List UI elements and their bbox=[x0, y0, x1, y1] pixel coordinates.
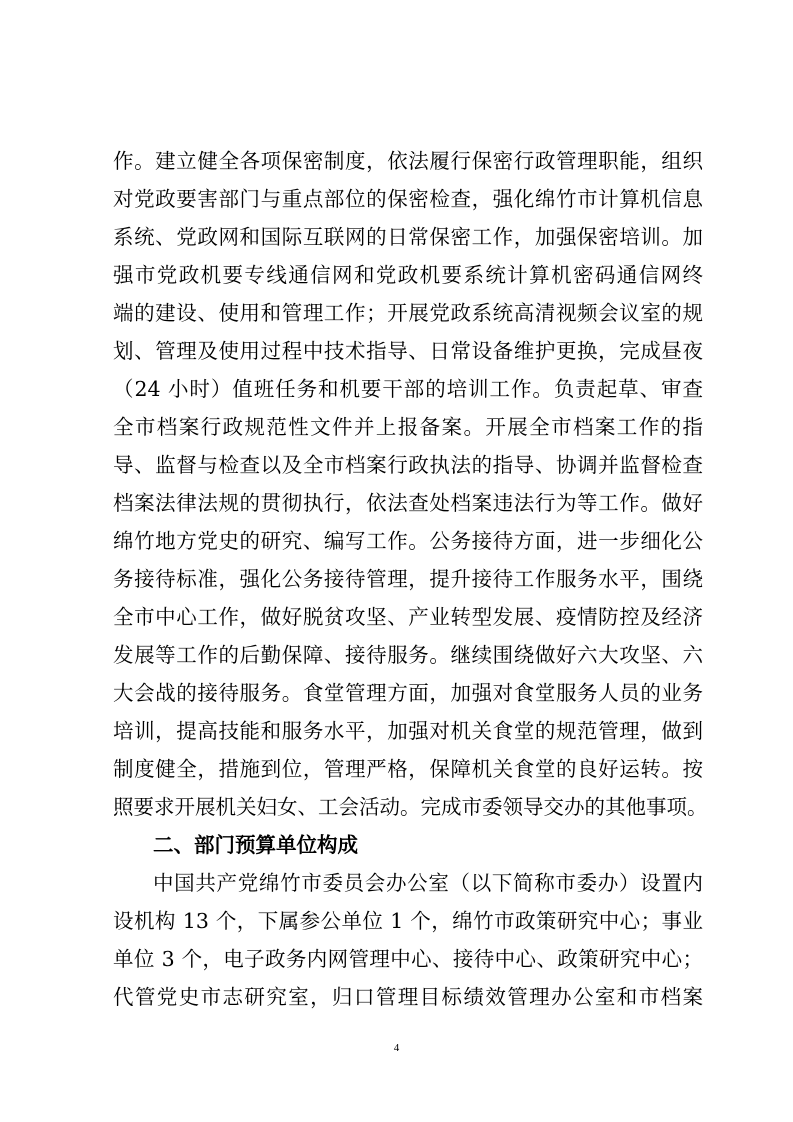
body-text-line: 单位 3 个，电子政务内网管理中心、接待中心、政策研究中心； bbox=[113, 947, 703, 971]
body-text-line: 导、监督与检查以及全市档案行政执法的指导、协调并监督检查 bbox=[113, 453, 703, 477]
body-text-line: 划、管理及使用过程中技术指导、日常设备维护更换，完成昼夜 bbox=[113, 339, 703, 363]
body-text-line: 全市档案行政规范性文件并上报备案。开展全市档案工作的指 bbox=[113, 415, 703, 439]
body-text-line: 作。建立健全各项保密制度，依法履行保密行政管理职能，组织 bbox=[113, 149, 703, 173]
body-text-line: 代管党史市志研究室，归口管理目标绩效管理办公室和市档案 bbox=[113, 985, 703, 1009]
body-text-line: 档案法律法规的贯彻执行，依法查处档案违法行为等工作。做好 bbox=[113, 491, 703, 515]
body-text-line: （24 小时）值班任务和机要干部的培训工作。负责起草、审查 bbox=[113, 377, 703, 401]
body-text-line: 全市中心工作，做好脱贫攻坚、产业转型发展、疫情防控及经济 bbox=[113, 605, 703, 629]
body-text-line: 制度健全，措施到位，管理严格，保障机关食堂的良好运转。按 bbox=[113, 757, 703, 781]
body-text-line: 对党政要害部门与重点部位的保密检查，强化绵竹市计算机信息 bbox=[113, 187, 703, 211]
body-text-line: 端的建设、使用和管理工作；开展党政系统高清视频会议室的规 bbox=[113, 301, 703, 325]
body-text-line: 大会战的接待服务。食堂管理方面，加强对食堂服务人员的业务 bbox=[113, 681, 703, 705]
body-text-line: 中国共产党绵竹市委员会办公室（以下简称市委办）设置内 bbox=[153, 871, 703, 895]
section-heading: 二、部门预算单位构成 bbox=[153, 833, 358, 857]
body-text-line: 系统、党政网和国际互联网的日常保密工作，加强保密培训。加 bbox=[113, 225, 703, 249]
body-text-line: 设机构 13 个，下属参公单位 1 个，绵竹市政策研究中心；事业 bbox=[113, 909, 703, 933]
body-text-line: 照要求开展机关妇女、工会活动。完成市委领导交办的其他事项。 bbox=[113, 795, 708, 819]
body-text-line: 绵竹地方党史的研究、编写工作。公务接待方面，进一步细化公 bbox=[113, 529, 703, 553]
body-text-line: 培训，提高技能和服务水平，加强对机关食堂的规范管理，做到 bbox=[113, 719, 703, 743]
page-number: 4 bbox=[393, 1042, 400, 1054]
body-text-line: 务接待标准，强化公务接待管理，提升接待工作服务水平，围绕 bbox=[113, 567, 703, 591]
body-text-line: 发展等工作的后勤保障、接待服务。继续围绕做好六大攻坚、六 bbox=[113, 643, 703, 667]
body-text-line: 强市党政机要专线通信网和党政机要系统计算机密码通信网终 bbox=[113, 263, 703, 287]
